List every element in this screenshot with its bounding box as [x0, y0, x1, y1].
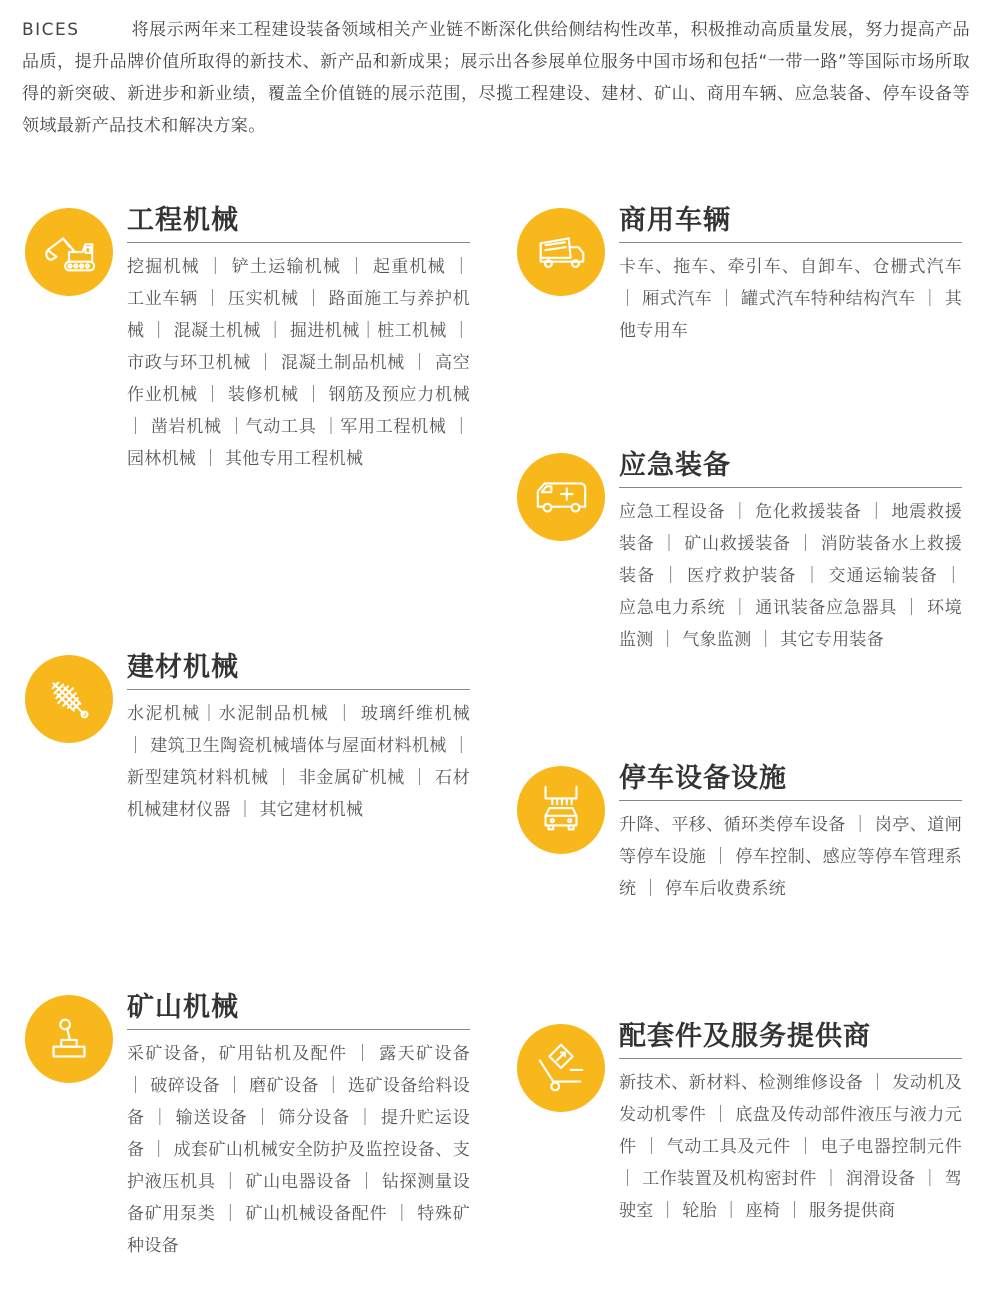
section-items: 升降、平移、循环类停车设备 ｜ 岗亭、道闸等停车设施 ｜ 停车控制、感应等停车管理系统 ｜ 停车后收费系统 — [619, 815, 962, 899]
section-items: 水泥机械｜水泥制品机械 ｜ 玻璃纤维机械 ｜ 建筑卫生陶瓷机械墙体与屋面材料机械 ｜ 新型建筑材料机械 ｜ 非金属矿机械 ｜ 石材机械建材仪器 ｜ 其它建材机械 — [127, 704, 470, 820]
ambulance-icon — [517, 453, 605, 541]
section-items: 应急工程设备 ｜ 危化救援装备 ｜ 地震救援装备 ｜ 矿山救援装备 ｜ 消防装备水上救援装备 ｜ 医疗救护装备 ｜ 交通运输装备 ｜ 应急电力系统 ｜ 通讯装备应急器具 ｜ 环境监测 ｜ 气象监测 ｜ 其它专用装备 — [619, 502, 962, 650]
truck-icon — [517, 208, 605, 296]
intro-text: 将展示两年来工程建设装备领域相关产业链不断深化供给侧结构性改革，积极推动高质量发展，努力提高产品品质，提升品牌价值所取得的新技术、新产品和新成果；展示出各参展单位服务中国市场和包括“一带一路”等国际市场所取得的新突破、新进步和新业绩，覆盖全价值链的展示范围，尽揽工程建设、建材、矿山、商用车辆、应急装备、停车设备等领域最新产品技术和解决方案。 — [22, 20, 970, 136]
section-title: 配套件及服务提供商 — [619, 1016, 962, 1059]
section-title: 建材机械 — [127, 647, 470, 690]
excavator-icon — [25, 208, 113, 296]
spring-tool-icon — [25, 655, 113, 743]
car-wash-icon — [517, 766, 605, 854]
section-title: 矿山机械 — [127, 987, 470, 1030]
hand-truck-icon — [517, 1024, 605, 1112]
section-items: 采矿设备，矿用钻机及配件 ｜ 露天矿设备 ｜ 破碎设备 ｜ 磨矿设备 ｜ 选矿设备给料设备 ｜ 输送设备 ｜ 筛分设备 ｜ 提升贮运设备 ｜ 成套矿山机械安全防护及监控设备、支护液压机具 ｜ 矿山电器设备 ｜ 钻探测量设备矿用泵类 ｜ 矿山机械设备配件 ｜ 特殊矿种设备 — [127, 1044, 470, 1256]
intro-paragraph — [22, 14, 970, 142]
section-title: 应急装备 — [619, 445, 962, 488]
section-title: 商用车辆 — [619, 200, 962, 243]
section-items: 挖掘机械 ｜ 铲土运输机械 ｜ 起重机械 ｜ 工业车辆 ｜ 压实机械 ｜ 路面施工与养护机械 ｜ 混凝土机械 ｜ 掘进机械｜桩工机械 ｜ 市政与环卫机械 ｜ 混凝土制品机械 ｜ 高空作业机械 ｜ 装修机械 ｜ 钢筋及预应力机械 ｜ 凿岩机械 ｜气动工具 ｜军用工程机械 ｜ 园林机械 ｜ 其他专用工程机械 — [127, 257, 470, 469]
section-items: 新技术、新材料、检测维修设备 ｜ 发动机及发动机零件 ｜ 底盘及传动部件液压与液力元件 ｜ 气动工具及元件 ｜ 电子电器控制元件 ｜ 工作装置及机构密封件 ｜ 润滑设备 ｜ 驾驶室 ｜ 轮胎 ｜ 座椅 ｜ 服务提供商 — [619, 1073, 962, 1221]
section-title: 停车设备设施 — [619, 758, 962, 801]
brand-name: BICES — [22, 20, 80, 40]
section-title: 工程机械 — [127, 200, 470, 243]
joystick-icon — [25, 995, 113, 1083]
section-items: 卡车、拖车、牵引车、自卸车、仓栅式汽车 ｜ 厢式汽车 ｜ 罐式汽车特种结构汽车 ｜ 其他专用车 — [619, 257, 962, 341]
